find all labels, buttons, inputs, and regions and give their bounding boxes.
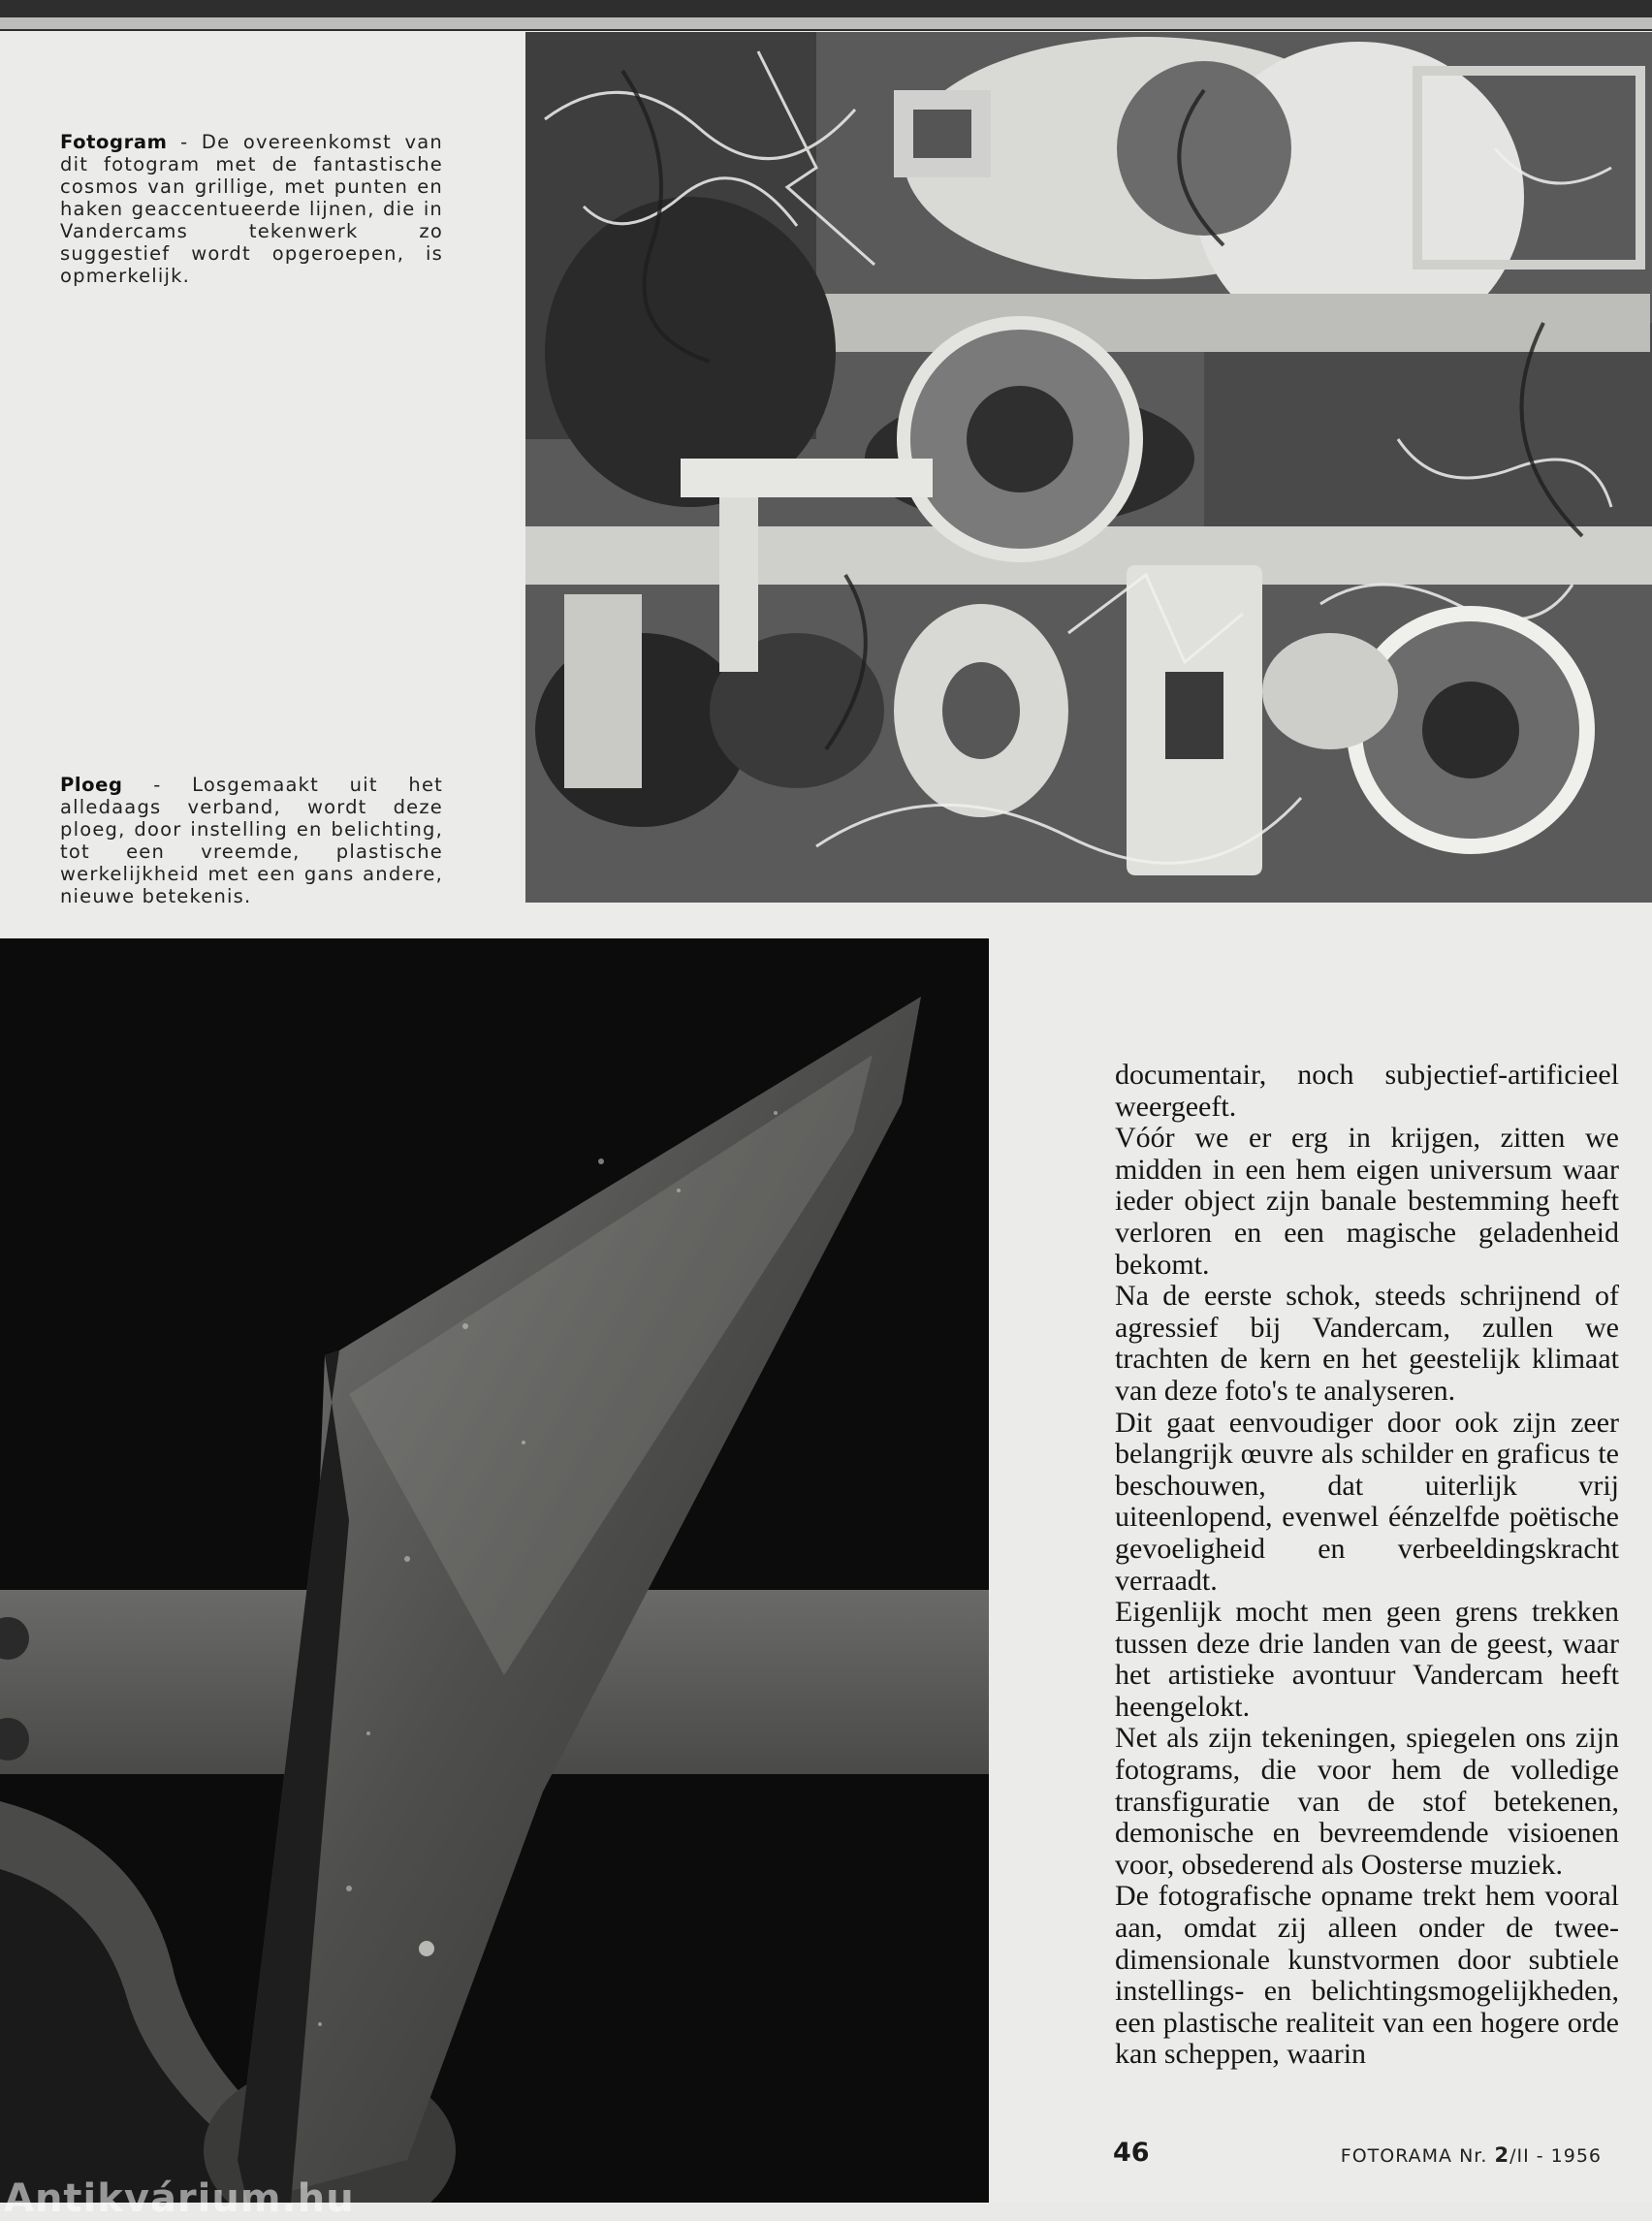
- fotogram-artwork: [525, 32, 1652, 903]
- page-number: 46: [1113, 2138, 1150, 2168]
- ploeg-caption-text: - Losgemaakt uit het alledaags verband, wordt deze ploeg, door instelling en belichting, tot een vreemde, plastische werkelijkheid met een gans andere, nieuwe betekenis.: [60, 774, 443, 907]
- ploeg-caption: [60, 774, 443, 907]
- fotogram-image: [525, 32, 1652, 903]
- binding-edge: [0, 0, 1652, 31]
- article-paragraph: De fotografische opname trekt hem vooral aan, omdat zij alleen onder de twee-dimensionale kunstvormen door subtiele instellings- en belichtingsmogelijkheden, een plastische realiteit van een hogere orde kan scheppen, waarin: [1115, 1880, 1619, 2071]
- article-paragraph: Dit gaat eenvoudiger door ook zijn zeer belangrijk œuvre als schilder en graficus te beschouwen, dat uiterlijk vrij uiteenlopend, evenwel éénzelfde poëtische gevoeligheid en verbeeldingskracht verraadt.: [1115, 1406, 1619, 1597]
- article-paragraph: Na de eerste schok, steeds schrijnend of agressief bij Vandercam, zullen we trachten de kern en het geestelijk klimaat van deze foto's te analyseren.: [1115, 1280, 1619, 1407]
- fotogram-caption: [60, 131, 443, 287]
- fotogram-caption-title: Fotogram: [60, 131, 168, 153]
- issue-number: 2: [1494, 2143, 1510, 2167]
- ploeg-photo: [0, 938, 989, 2203]
- issue-prefix: Nr.: [1459, 2145, 1488, 2167]
- watermark: Antikvárium.hu: [4, 2176, 355, 2221]
- ploeg-artwork: [0, 938, 989, 2203]
- fotogram-caption-text: - De overeenkomst van dit fotogram met de fantastische cosmos van grillige, met punten en haken geaccentueerde lijnen, die in Vandercams tekenwerk zo suggestief wordt opgeroepen, is opmerkelijk.: [60, 131, 443, 287]
- magazine-footer: [1341, 2143, 1602, 2167]
- ploeg-caption-title: Ploeg: [60, 774, 123, 796]
- article-paragraph: Vóór we er erg in krijgen, zitten we midden in een hem eigen universum waar ieder object zijn banale bestemming heeft verloren en een magische geladenheid bekomt.: [1115, 1122, 1619, 1281]
- article-text: [1115, 1060, 1619, 2071]
- article-paragraph: Net als zijn tekeningen, spiegelen ons zijn fotograms, die voor hem de volledige transfiguratie van de stof betekenen, demonische en bevreemdende visioenen voor, obsederend als Oosterse muziek.: [1115, 1722, 1619, 1881]
- magazine-name: FOTORAMA: [1340, 2145, 1453, 2167]
- article-paragraph: Eigenlijk mocht men geen grens trekken tussen deze drie landen van de geest, waar het artistieke avontuur Vandercam heeft heengelokt.: [1115, 1596, 1619, 1723]
- issue-suffix: /II - 1956: [1509, 2145, 1602, 2167]
- article-paragraph: documentair, noch subjectief-artificieel weergeeft.: [1115, 1059, 1619, 1123]
